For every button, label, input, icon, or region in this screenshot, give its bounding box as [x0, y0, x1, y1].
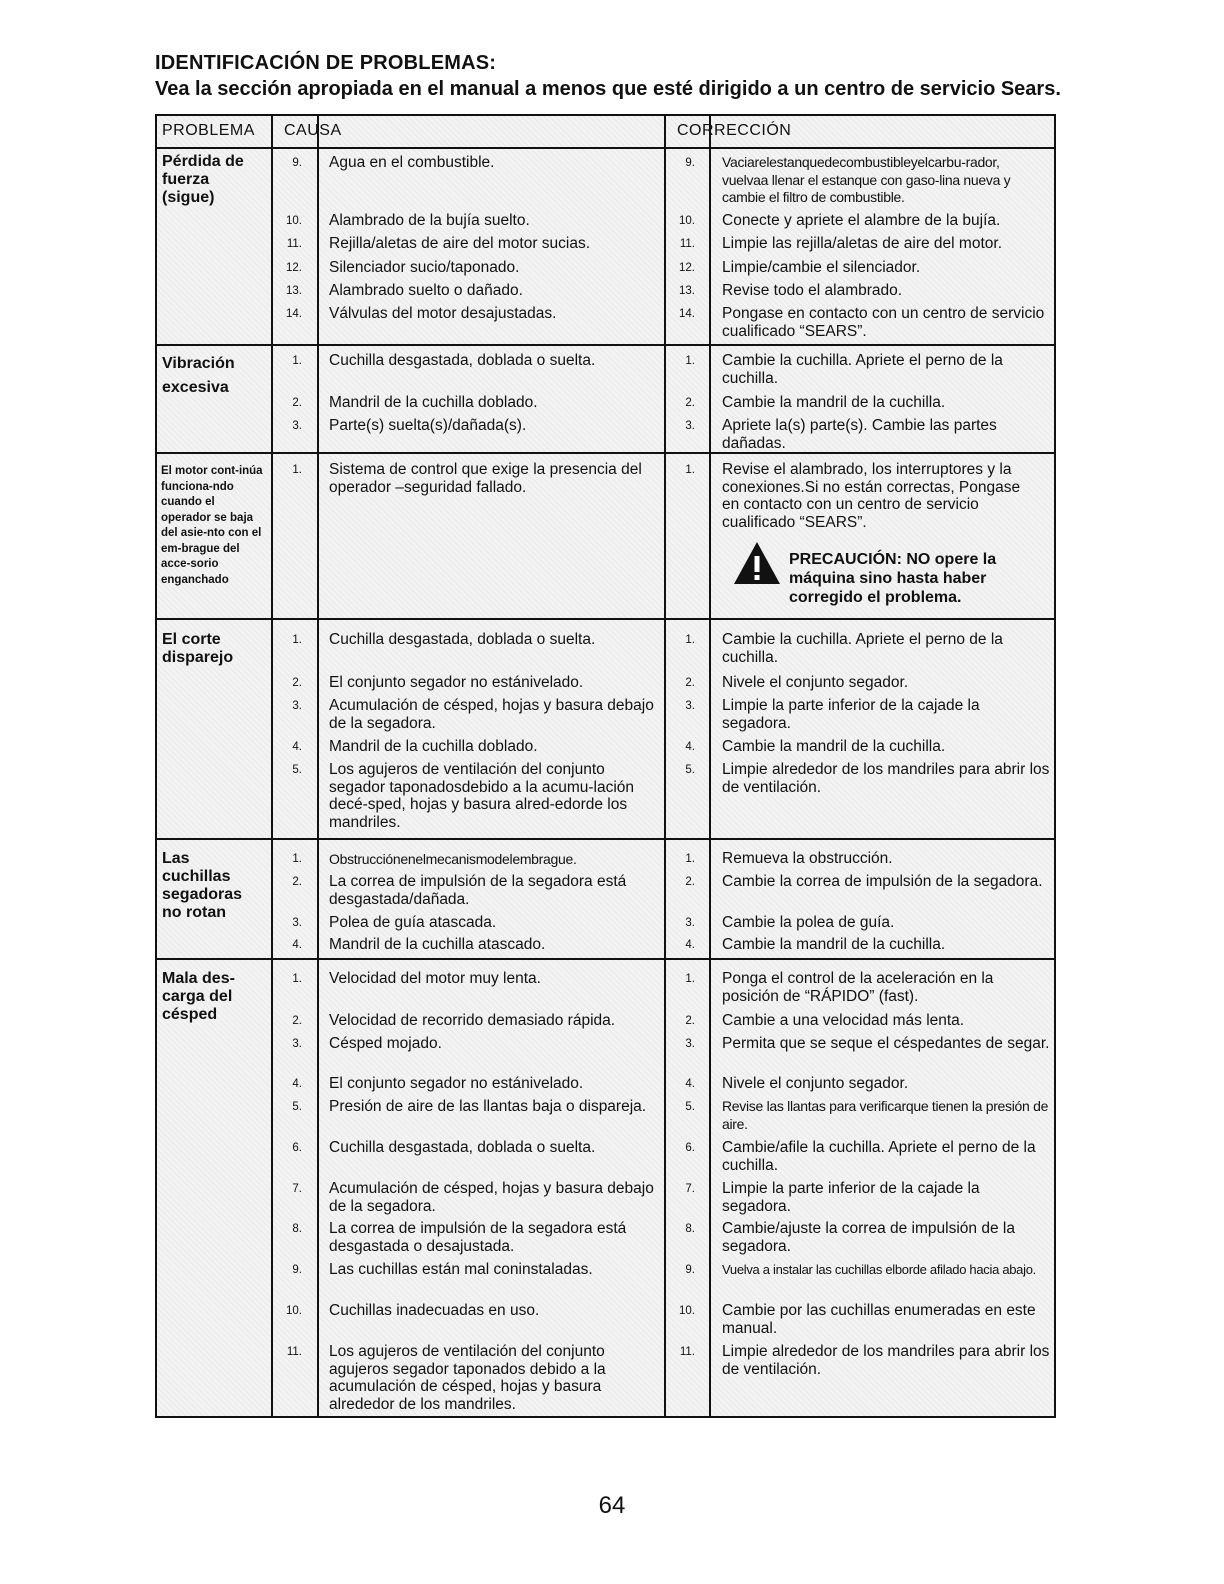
fix-text: Remueva la obstrucción.: [722, 850, 893, 867]
problem-label: El corte disparejo: [162, 631, 234, 666]
fix-number: 10.: [679, 1305, 695, 1317]
column-divider: [271, 116, 273, 1416]
cause-text: Sistema de control que exige la presencia del operador –seguridad fallado.: [329, 461, 642, 496]
cause-text: Cuchilla desgastada, doblada o suelta.: [329, 352, 596, 369]
cause-text: Alambrado de la bujía suelto.: [329, 212, 530, 229]
cause-text: Mandril de la cuchilla atascado.: [329, 936, 546, 953]
fix-text: Pongase en contacto con un centro de servicio cualificado “SEARS”.: [722, 305, 1045, 340]
fix-number: 11.: [679, 238, 695, 250]
cause-number: 2.: [292, 876, 302, 888]
fix-number: 6.: [685, 1142, 695, 1154]
fix-text: Apriete la(s) parte(s). Cambie las partes dañadas.: [722, 417, 997, 452]
cause-text: Acumulación de césped, hojas y basura debajo de la segadora.: [329, 697, 654, 732]
cause-number: 2.: [292, 677, 302, 689]
cause-text: Mandril de la cuchilla doblado.: [329, 394, 538, 411]
fix-text: Ponga el control de la aceleración en la posición de “RÁPIDO” (fast).: [722, 970, 994, 1005]
fix-number: 5.: [685, 1101, 695, 1113]
problem-label: Vibración excesiva: [162, 355, 235, 396]
troubleshooting-table: [155, 114, 1056, 1418]
cause-number: 1.: [292, 853, 302, 865]
cause-number: 12.: [286, 262, 302, 274]
cause-number: 3.: [292, 917, 302, 929]
fix-text: Cambie la mandril de la cuchilla.: [722, 394, 946, 411]
cause-number: 4.: [292, 939, 302, 951]
cause-number: 7.: [292, 1183, 302, 1195]
fix-text: Limpie alrededor de los mandriles para abrir los de ventilación.: [722, 761, 1050, 796]
page-number: 64: [598, 1492, 626, 1519]
fix-text: Cambie por las cuchillas enumeradas en este manual.: [722, 1302, 1036, 1337]
cause-text: Cuchilla desgastada, doblada o suelta.: [329, 631, 596, 648]
cause-number: 3.: [292, 1038, 302, 1050]
cause-number: 4.: [292, 741, 302, 753]
fix-number: 4.: [685, 1078, 695, 1090]
problem-label: Las cuchillas segadoras no rotan: [162, 850, 243, 921]
fix-text: Revise todo el alambrado.: [722, 282, 903, 299]
fix-number: 3.: [685, 1038, 695, 1050]
cause-text: Alambrado suelto o dañado.: [329, 282, 523, 299]
fix-number: 1.: [685, 464, 695, 476]
cause-number: 3.: [292, 420, 302, 432]
fix-text: Nivele el conjunto segador.: [722, 1075, 909, 1092]
cause-number: 5.: [292, 1101, 302, 1113]
fix-number: 3.: [685, 420, 695, 432]
cause-number: 9.: [292, 157, 302, 169]
row-divider: [157, 838, 1054, 840]
cause-number: 1.: [292, 464, 302, 476]
cause-text: Velocidad del motor muy lenta.: [329, 970, 541, 987]
fix-number: 1.: [685, 853, 695, 865]
cause-number: 10.: [286, 215, 302, 227]
cause-text: Válvulas del motor desajustadas.: [329, 305, 557, 322]
cause-number: 4.: [292, 1078, 302, 1090]
fix-number: 14.: [679, 308, 695, 320]
cause-text: La correa de impulsión de la segadora está desgastada o desajustada.: [329, 1220, 627, 1255]
cause-number: 1.: [292, 355, 302, 367]
fix-text: Vuelva a instalar las cuchillas elborde afilado hacia abajo.: [722, 1262, 1036, 1277]
problem-label: Pérdida de fuerza (sigue): [162, 153, 244, 206]
fix-number: 8.: [685, 1223, 695, 1235]
fix-text: Conecte y apriete el alambre de la bujía.: [722, 212, 1001, 229]
fix-number: 7.: [685, 1183, 695, 1195]
cause-text: Los agujeros de ventilación del conjunto agujeros segador taponados debido a la acumulación de césped, hojas y basura alrededor de los mandriles.: [329, 1343, 606, 1413]
fix-number: 10.: [679, 215, 695, 227]
column-divider: [664, 116, 666, 1416]
cause-number: 1.: [292, 973, 302, 985]
fix-number: 2.: [685, 677, 695, 689]
cause-text: Cuchilla desgastada, doblada o suelta.: [329, 1139, 596, 1156]
fix-number: 3.: [685, 917, 695, 929]
cause-text: La correa de impulsión de la segadora está desgastada/dañada.: [329, 873, 627, 908]
cause-text: Rejilla/aletas de aire del motor sucias.: [329, 235, 591, 252]
header-problema: PROBLEMA: [162, 122, 255, 139]
fix-text: Cambie/ajuste la correa de impulsión de la segadora.: [722, 1220, 1015, 1255]
cause-number: 9.: [292, 1264, 302, 1276]
fix-text: Permita que se seque el céspedantes de segar.: [722, 1035, 1050, 1052]
warning-triangle-icon: [732, 540, 782, 586]
cause-number: 5.: [292, 764, 302, 776]
header-causa: CAUSA: [284, 122, 342, 139]
cause-text: Presión de aire de las llantas baja o dispareja.: [329, 1098, 647, 1115]
fix-text: Limpie alrededor de los mandriles para abrir los de ventilación.: [722, 1343, 1050, 1378]
cause-number: 14.: [286, 308, 302, 320]
fix-text: Cambie la cuchilla. Apriete el perno de la cuchilla.: [722, 352, 1003, 387]
cause-number: 11.: [286, 238, 302, 250]
fix-number: 2.: [685, 397, 695, 409]
fix-number: 2.: [685, 1015, 695, 1027]
column-divider: [709, 116, 711, 1416]
page-subtitle: Vea la sección apropiada en el manual a menos que esté dirigido a un centro de servicio Sears.: [155, 78, 1061, 100]
fix-text: Limpie la parte inferior de la cajade la segadora.: [722, 1180, 980, 1215]
fix-number: 4.: [685, 741, 695, 753]
fix-text: Limpie la parte inferior de la cajade la segadora.: [722, 697, 980, 732]
cause-text: Las cuchillas están mal coninstaladas.: [329, 1261, 593, 1278]
column-divider: [317, 116, 319, 1416]
cause-text: El conjunto segador no estánivelado.: [329, 1075, 584, 1092]
fix-text: Limpie las rejilla/aletas de aire del motor.: [722, 235, 1002, 252]
cause-text: Acumulación de césped, hojas y basura debajo de la segadora.: [329, 1180, 654, 1215]
caution-text: PRECAUCIÓN: NO opere la máquina sino hasta haber corregido el problema.: [789, 551, 997, 606]
cause-text: Parte(s) suelta(s)/dañada(s).: [329, 417, 527, 434]
fix-number: 1.: [685, 973, 695, 985]
cause-text: Cuchillas inadecuadas en uso.: [329, 1302, 540, 1319]
fix-text: Revise el alambrado, los interruptores y la conexiones.Si no están correctas, Pongase en contacto con un centro de servicio cualificado “SEARS”.: [722, 461, 1021, 531]
row-divider: [157, 147, 1054, 149]
fix-text: Cambie la correa de impulsión de la segadora.: [722, 873, 1043, 890]
fix-text: Cambie la cuchilla. Apriete el perno de la cuchilla.: [722, 631, 1003, 666]
fix-text: Cambie a una velocidad más lenta.: [722, 1012, 965, 1029]
fix-text: Limpie/cambie el silenciador.: [722, 259, 921, 276]
fix-text: Vaciarelestanquedecombustibleyelcarbu-rador, vuelvaa llenar el estanque con gaso-lina nueva y cambie el filtro de combustible.: [722, 154, 1011, 205]
fix-number: 11.: [679, 1346, 695, 1358]
page-title: IDENTIFICACIÓN DE PROBLEMAS:: [155, 52, 497, 74]
cause-number: 1.: [292, 634, 302, 646]
fix-number: 5.: [685, 764, 695, 776]
fix-text: Cambie la polea de guía.: [722, 914, 895, 931]
fix-number: 13.: [679, 285, 695, 297]
fix-number: 1.: [685, 355, 695, 367]
fix-number: 9.: [685, 1264, 695, 1276]
cause-number: 6.: [292, 1142, 302, 1154]
cause-text: Mandril de la cuchilla doblado.: [329, 738, 538, 755]
cause-text: Agua en el combustible.: [329, 154, 495, 171]
cause-text: Polea de guía atascada.: [329, 914, 497, 931]
cause-number: 2.: [292, 1015, 302, 1027]
problem-label: Mala des-carga del césped: [162, 970, 235, 1023]
cause-number: 8.: [292, 1223, 302, 1235]
cause-text: Silenciador sucio/taponado.: [329, 259, 520, 276]
row-divider: [157, 618, 1054, 620]
fix-text: Cambie/afile la cuchilla. Apriete el perno de la cuchilla.: [722, 1139, 1036, 1174]
row-divider: [157, 452, 1054, 454]
cause-number: 13.: [286, 285, 302, 297]
cause-text: El conjunto segador no estánivelado.: [329, 674, 584, 691]
fix-number: 9.: [685, 157, 695, 169]
fix-text: Cambie la mandril de la cuchilla.: [722, 936, 946, 953]
fix-text: Revise las llantas para verificarque tienen la presión de aire.: [722, 1098, 1049, 1132]
fix-number: 1.: [685, 634, 695, 646]
cause-number: 10.: [286, 1305, 302, 1317]
cause-number: 3.: [292, 700, 302, 712]
row-divider: [157, 958, 1054, 960]
fix-number: 2.: [685, 876, 695, 888]
cause-text: Velocidad de recorrido demasiado rápida.: [329, 1012, 616, 1029]
fix-number: 4.: [685, 939, 695, 951]
fix-text: Cambie la mandril de la cuchilla.: [722, 738, 946, 755]
fix-text: Nivele el conjunto segador.: [722, 674, 909, 691]
row-divider: [157, 344, 1054, 346]
problem-label: El motor cont-inúa funciona-ndo cuando el operador se baja del asie-nto con el em-brague del acce-sorio enganchado: [161, 465, 263, 586]
fix-number: 3.: [685, 700, 695, 712]
fix-number: 12.: [679, 262, 695, 274]
cause-number: 11.: [286, 1346, 302, 1358]
cause-text: Obstrucciónenelmecanismodelembrague.: [329, 851, 577, 867]
header-correccion: CORRECCIÓN: [677, 122, 792, 139]
cause-text: Los agujeros de ventilación del conjunto segador taponadosdebido a la acumu-lación decé-sped, hojas y basura alred-edorde los mandriles.: [329, 761, 635, 831]
cause-number: 2.: [292, 397, 302, 409]
cause-text: Césped mojado.: [329, 1035, 442, 1052]
